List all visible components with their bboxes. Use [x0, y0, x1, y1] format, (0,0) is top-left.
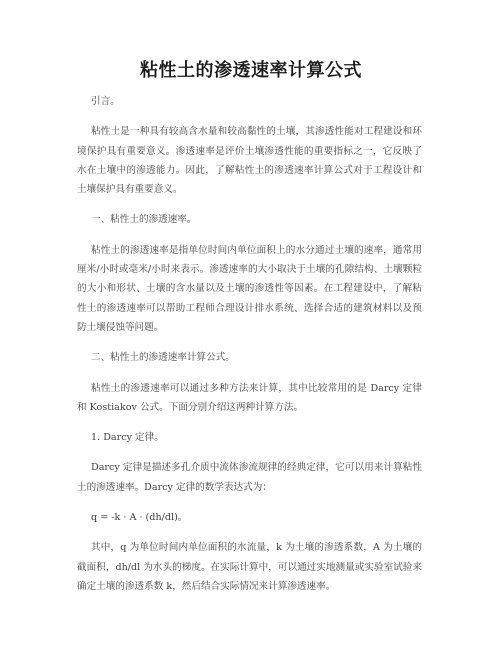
paragraph-section-2: 粘性土的渗透速率可以通过多种方法来计算，其中比较常用的是 Darcy 定律和 Kostiakov 公式。下面分别介绍这两种计算方法。 [77, 382, 422, 413]
formula-darcy: q = -k · A · (dh/dl)。 [91, 512, 188, 524]
paragraph-darcy-explanation: 其中，q 为单位时间内单位面积的水流量，k 为土壤的渗透系数，A 为土壤的截面积，dh/dl 为水头的梯度。在实际计算中，可以通过实地测量或实验室试验来确定土壤的渗透系数 k，然后结合实际情况来计算渗透速率。 [77, 542, 422, 592]
paragraph-section-1: 粘性土的渗透速率是指单位时间内单位面积上的水分通过土壤的速率，通常用厘米/小时或毫米/小时来表示。渗透速率的大小取决于土壤的孔隙结构、土壤颗粒的大小和形状、土壤的含水量以及土壤的渗透性等因素。在工程建设中，了解粘性土的渗透速率可以帮助工程师合理设计排水系统、选择合适的建筑材料以及预防土壤侵蚀等问题。 [77, 244, 422, 333]
paragraph-intro-heading: 引言。 [91, 96, 120, 107]
document-title: 粘性土的渗透速率计算公式 [140, 60, 362, 81]
paragraph-intro: 粘性土是一种具有较高含水量和较高黏性的土壤，其渗透性能对工程建设和环境保护具有重要意义。渗透速率是评价土壤渗透性能的重要指标之一，它反映了水在土壤中的渗透能力。因此，了解粘性土的渗透速率计算公式对于工程设计和土壤保护具有重要意义。 [77, 126, 422, 196]
subsection-heading-darcy: 1. Darcy 定律。 [91, 432, 164, 444]
section-heading-1: 一、粘性土的渗透速率。 [91, 214, 197, 226]
section-heading-2: 二、粘性土的渗透速率计算公式。 [91, 352, 235, 364]
paragraph-darcy: Darcy 定律是描述多孔介质中流体渗流规律的经典定律，它可以用来计算粘性土的渗透速率。Darcy 定律的数学表达式为： [77, 462, 422, 493]
document-body [77, 92, 422, 607]
